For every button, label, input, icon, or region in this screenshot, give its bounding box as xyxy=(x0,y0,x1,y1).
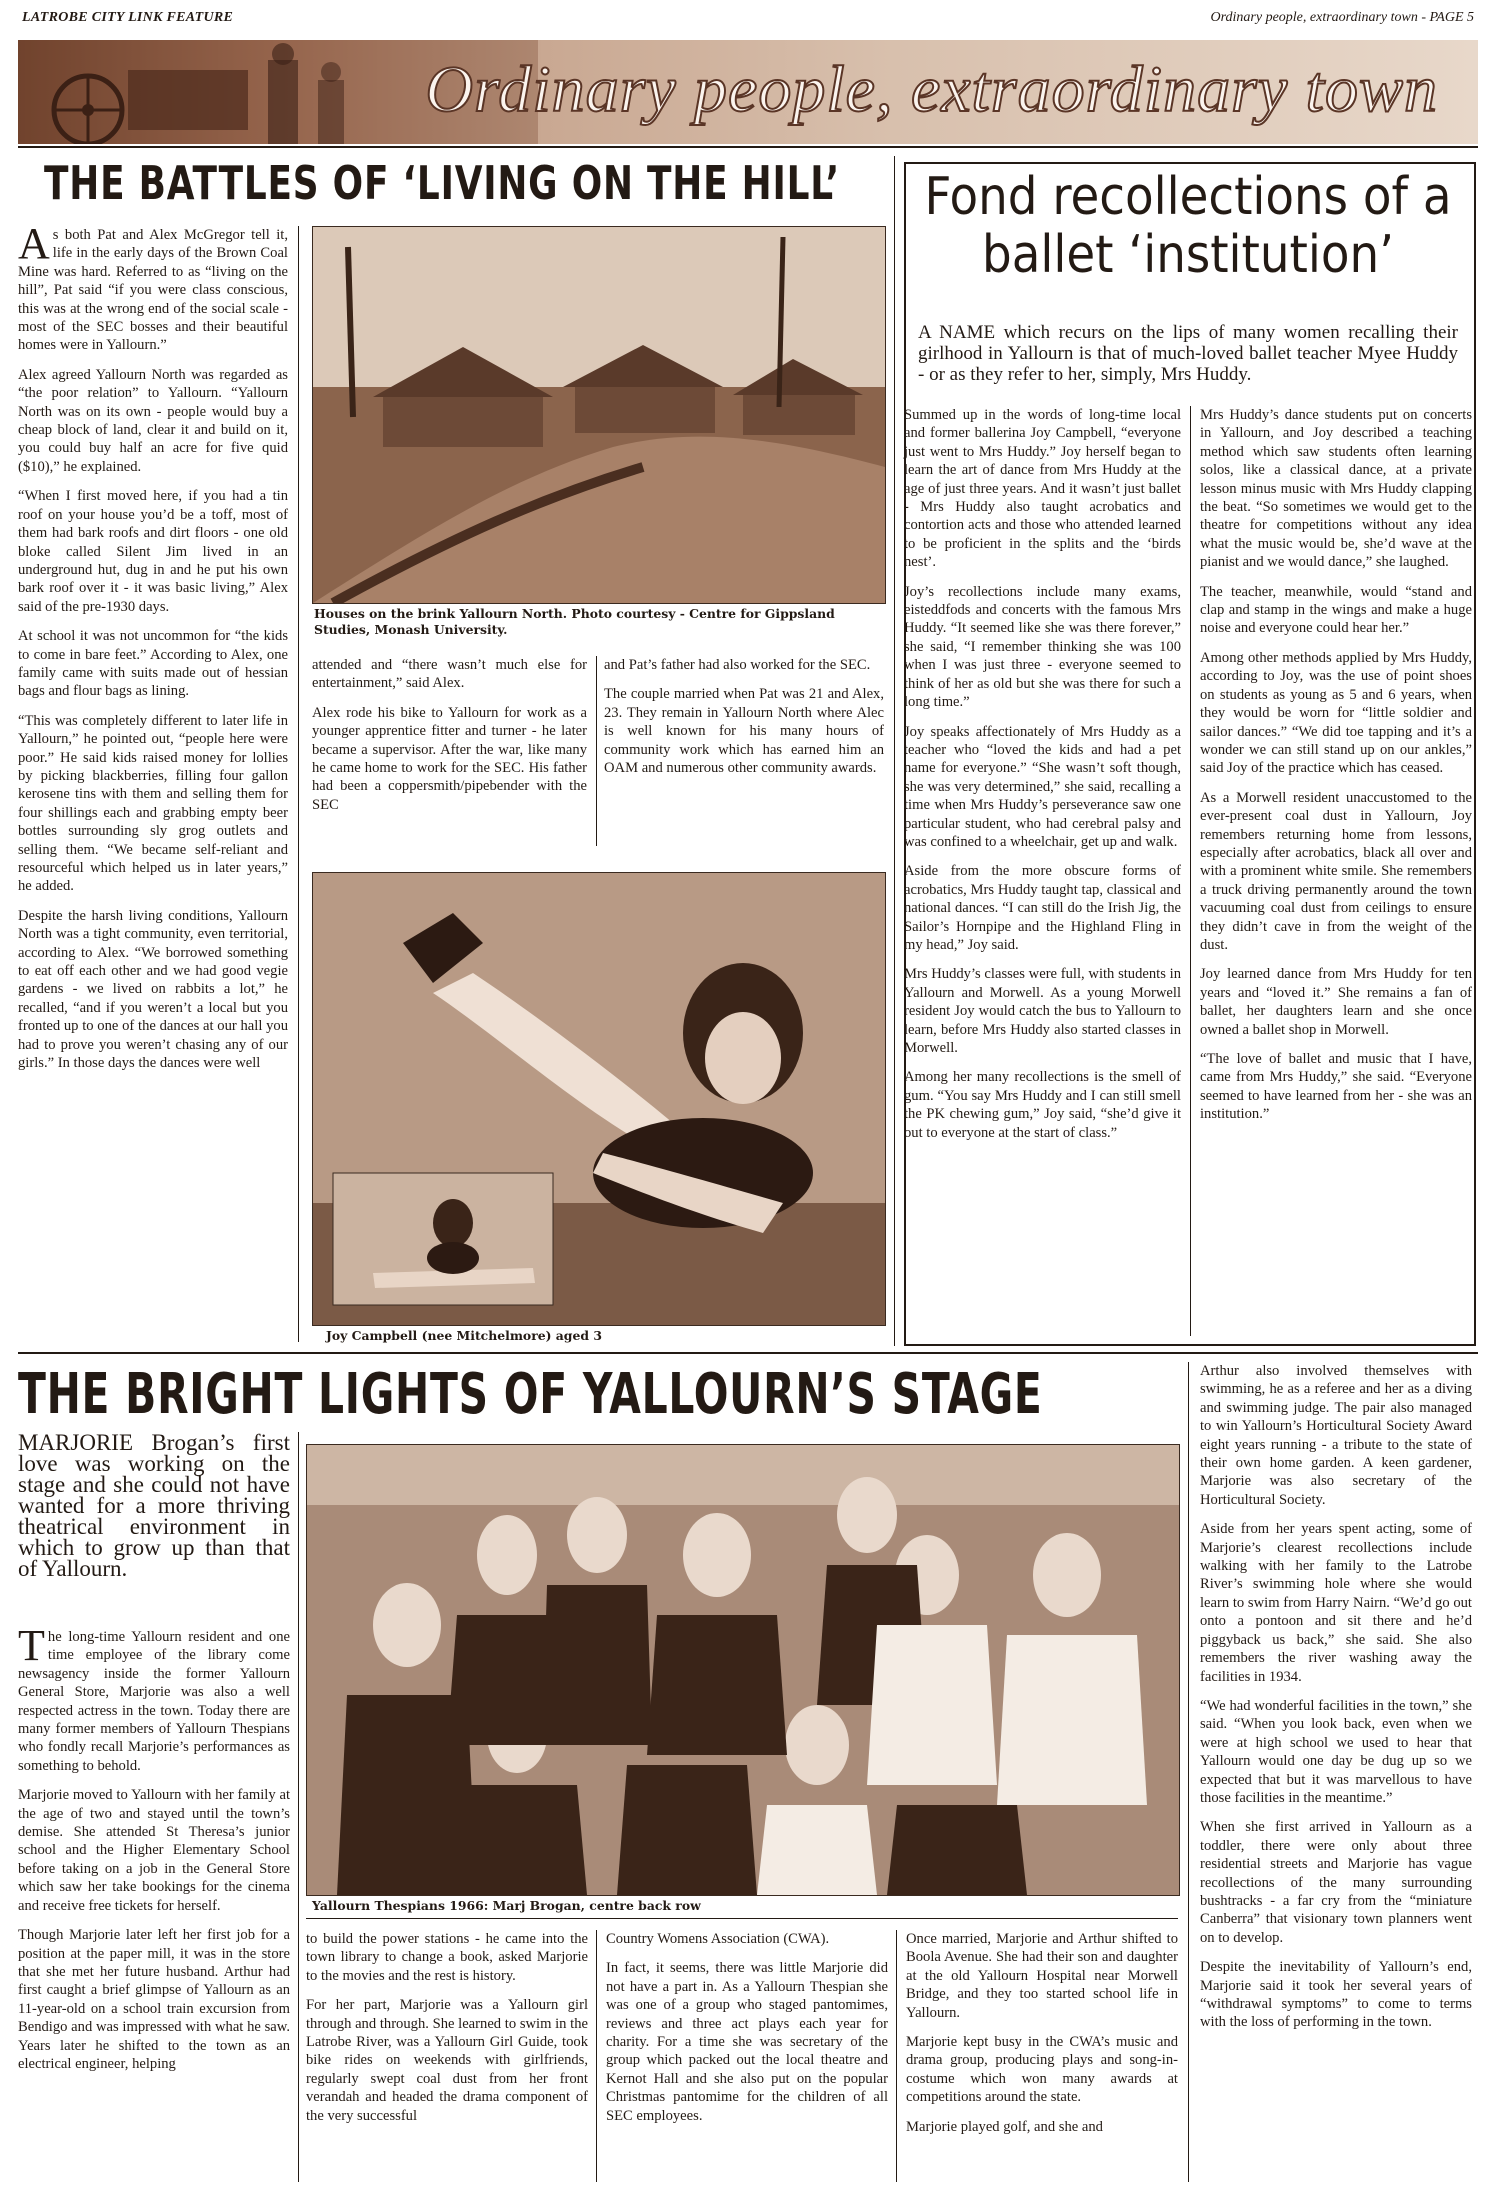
story3-column-1 xyxy=(18,1621,290,2084)
paragraph: Marjorie kept busy in the CWA’s music and drama group, producing plays and song-in-costume which won many awards at competitions around the state. xyxy=(906,2034,1178,2106)
paragraph: Joy’s recollections include many exams, eisteddfods and concerts with the famous Mrs Huddy. “It seemed like she was there forever,” she said, “I remember thinking she was 100 when I was just three - everyone seemed to think of her as old but she was there for such a long time.” xyxy=(904,583,1181,711)
story3-column-5 xyxy=(1200,1362,1472,2043)
photo-rule xyxy=(306,1918,1178,1919)
column-rule xyxy=(596,656,597,846)
paragraph: Mrs Huddy’s dance students put on concerts in Yallourn, and Joy described a teaching method which saw students often learning solos, like a classical dance, at a private lesson minus music with Mrs Huddy clapping the beat. “So sometimes we would get to the theatre for competitions without any idea what the music would be, she’d wave at the pianist and we would dance,” she laughed. xyxy=(1200,407,1472,571)
paragraph: Summed up in the words of long-time local and former ballerina Joy Campbell, “everyone just went to Mrs Huddy.” Joy herself began to learn the art of dance from Mrs Huddy at the age of just three years. And it wasn’t just ballet - Mrs Huddy also taught acrobatics and contortion acts and those who attended learned to be proficient in the splits and the ‘birds nest’. xyxy=(904,407,1181,571)
photo-houses-yallourn-north xyxy=(312,226,886,604)
paragraph: “This was completely different to later life in Yallourn,” he pointed out, “people here were poor.” He said kids raised money for lollies by picking blackberries, filling four gallon kerosene tins with them and selling them for four shillings each and grabbing empty beer bottles surrounding sly grog outlets and selling them. “We became self-reliant and resourceful which helped us in later years,” he added. xyxy=(18,712,288,895)
photo-joy-campbell xyxy=(312,872,886,1326)
paragraph: Marjorie moved to Yallourn with her family at the age of two and stayed until the town’s demise. She attended St Theresa’s junior school and the Higher Elementary School before taking on a job in the General Store which saw her take bookings for the cinema and receive free tickets for herself. xyxy=(18,1787,290,1914)
story3-headline: THE BRIGHT LIGHTS OF YALLOURN’S STAGE xyxy=(18,1362,1043,1427)
paragraph: Alex agreed Yallourn North was regarded as “the poor relation” to Yallourn. “Yallourn North was on its own - people would buy a cheap block of land, clear it and build on it, you could buy half an acre for five quid ($10),” he explained. xyxy=(18,366,288,475)
caption-joy: Joy Campbell (nee Mitchelmore) aged 3 xyxy=(326,1328,602,1343)
story-divider xyxy=(894,156,895,1346)
paragraph: As a Morwell resident unaccustomed to the ever-present coal dust in Yallourn, Joy remembers returning home from lessons, especially after acrobatics, black all over and with a prominent white smile. She remembers a truck driving permanently around the town vacuuming coal dust from ceilings to ensure they didn’t cave in from the weight of the dust. xyxy=(1200,789,1472,953)
column-rule xyxy=(896,1930,897,2182)
column-rule xyxy=(596,1930,597,2182)
paragraph: Country Womens Association (CWA). xyxy=(606,1931,830,1947)
column-rule xyxy=(1190,406,1191,1336)
story3-standfirst: MARJORIE Brogan’s first love was working on the stage and she could not have wanted for a more thriving theatrical environment in which to grow up than that of Yallourn. xyxy=(18,1430,290,1581)
paragraph: Aside from the more obscure forms of acrobatics, Mrs Huddy taught tap, classical and national dances. “I can still do the Irish Jig, the Sailor’s Hornpipe and the Highland Fling in my head,” Joy said. xyxy=(904,863,1181,953)
paragraph: and Pat’s father had also worked for the SEC. xyxy=(604,657,871,673)
photo-yallourn-thespians xyxy=(306,1444,1180,1896)
houses-photo xyxy=(313,227,885,603)
section-label: LATROBE CITY LINK FEATURE xyxy=(22,10,234,25)
caption-thespians: Yallourn Thespians 1966: Marj Brogan, centre back row xyxy=(312,1898,701,1913)
story3-column-3 xyxy=(606,1930,888,2136)
story1-column-1 xyxy=(18,219,288,1083)
paragraph: The teacher, meanwhile, would “stand and clap and stamp in the wings and make a huge noise and everyone could hear her.” xyxy=(1200,583,1472,637)
story2-column-1 xyxy=(904,406,1181,1153)
section-rule xyxy=(18,1352,1478,1354)
paragraph: Mrs Huddy’s classes were full, with students in Yallourn and Morwell. As a young Morwell resident Joy would catch the bus to Yallourn to learn, before Mrs Huddy also started classes in Morwell. xyxy=(904,966,1181,1056)
paragraph: Once married, Marjorie and Arthur shifted to Boola Avenue. She had their son and daughter at the old Yallourn Hospital near Morwell Bridge, and they too started school life in Yallourn. xyxy=(906,1931,1178,2021)
paragraph: Aside from her years spent acting, some of Marjorie’s clearest recollections include walking with her family to the Latrobe River’s swimming hole where she would learn to swim from Harry Nairn. “We’d go out onto a pontoon and sit there and he’d piggyback us back,” she said. She also remembers the river washing away the facilities in 1934. xyxy=(1200,1521,1472,1685)
paragraph: Among other methods applied by Mrs Huddy, according to Joy, was the use of point shoes on students as young as 5 and 6 years, when they would be worn for “little soldier and sailor dances.” “We did toe tapping and it’s a wonder we can still stand up on our ankles,” said Joy of the practice which has ceased. xyxy=(1200,649,1472,777)
paragraph: In fact, it seems, there was little Marjorie did not have a part in. As a Yallourn Thespian she was one of a group who staged pantomimes, reviews and three act plays each year for charity. For a time she was secretary of the group which packed out the local theatre and Kernot Hall and she also put on the popular Christmas pantomime for the children of all SEC employees. xyxy=(606,1960,888,2124)
paragraph: Joy learned dance from Mrs Huddy for ten years and “loved it.” She remains a fan of ballet, her daughters learn and she once owned a ballet shop in Morwell. xyxy=(1200,966,1472,1038)
paragraph: “We had wonderful facilities in the town,” she said. “When you look back, even when we were at high school we used to hear that Yallourn would one day be dug up so we expected that but it was marvellous to have those facilities in the meantime.” xyxy=(1200,1697,1472,1806)
column-rule xyxy=(298,226,299,1342)
masthead-rule xyxy=(18,146,1478,148)
paragraph: Joy speaks affectionately of Mrs Huddy as a teacher who “loved the kids and had a pet name for everyone.” “She wasn’t soft though, she was very determined,” she said, recalling a time when Mrs Huddy’s perseverance saw one particular student, who had cerebral palsy and was confined to a wheelchair, get up and walk. xyxy=(904,723,1181,850)
story1-column-3 xyxy=(604,656,884,788)
paragraph: attended and “there wasn’t much else for entertainment,” said Alex. xyxy=(312,657,587,692)
page-folio: Ordinary people, extraordinary town - PAGE 5 xyxy=(1210,10,1474,25)
paragraph: “The love of ballet and music that I have, came from Mrs Huddy,” she said. “Everyone seemed to have learned from her - she was an institution.” xyxy=(1200,1051,1472,1123)
column-rule xyxy=(1188,1362,1189,2182)
paragraph: Despite the inevitability of Yallourn’s end, Marjorie said it took her several years of “withdrawal symptoms” to come to terms with the loss of performing in the town. xyxy=(1200,1959,1472,2031)
paragraph: For her part, Marjorie was a Yallourn girl through and through. She learned to swim in the Latrobe River, was a Yallourn Girl Guide, took bike rides on weekends with girlfriends, regularly swept coal dust from her front verandah and headed the drama component of the very successful xyxy=(306,1997,588,2124)
masthead-banner xyxy=(18,40,1478,144)
paragraph: Arthur also involved themselves with swimming, he as a referee and her as a diving and swimming judge. The pair also managed to win Yallourn’s Horticultural Society Award eight years running - a tribute to the state of their own home garden. A keen gardener, Marjorie was also secretary of the Horticultural Society. xyxy=(1200,1363,1472,1508)
ballet-photo xyxy=(313,873,885,1325)
column-rule xyxy=(298,1432,299,2182)
paragraph: At school it was not uncommon for “the kids to come in bare feet.” According to Alex, one family came with suits made out of hessian bags and flour bags as lining. xyxy=(18,628,288,700)
paragraph: Despite the harsh living conditions, Yallourn North was a tight community, even territorial, according to Alex. “We borrowed something to eat off each other and we had good vegie gardens - we lived on rabbits a lot,” he recalled, “and if you weren’t a local but you fronted up to one of the dances at our hall you had to prove you weren’t chasing any of our girls.” In those days the dances were well xyxy=(18,907,288,1072)
story3-column-4 xyxy=(906,1930,1178,2147)
caption-houses: Houses on the brink Yallourn North. Photo courtesy - Centre for Gippsland Studies, Monash University. xyxy=(314,606,835,637)
story1-headline: THE BATTLES OF ‘LIVING ON THE HILL’ xyxy=(44,156,841,210)
story2-column-2 xyxy=(1200,406,1472,1135)
paragraph: The long-time Yallourn resident and one time employee of the library come newsagency inside the former Yallourn General Store, Marjorie was also a well respected actress in the town. Today there are many former members of Yallourn Thespians who fondly recall Marjorie’s performances as something to behold. xyxy=(18,1621,290,1774)
paragraph: The couple married when Pat was 21 and Alex, 23. They remain in Yallourn North where Alec is well known for his many hours of community work which has earned him an OAM and numerous other community awards. xyxy=(604,686,884,777)
story2-headline: Fond recollections of a ballet ‘institution’ xyxy=(924,167,1452,285)
paragraph: “When I first moved here, if you had a tin roof on your house you’d be a toff, most of them had bark roofs and dirt floors - one old bloke called Silent Jim lived in an underground hut, dug in and he put his own bark roof over it - it was basic living,” Alex said of the pre-1930 days. xyxy=(18,488,288,615)
paragraph: Among her many recollections is the smell of gum. “You say Mrs Huddy and I can still smell the PK chewing gum,” Joy said, “she’d give it out to everyone at the start of class.” xyxy=(904,1069,1181,1141)
paragraph: Marjorie played golf, and she and xyxy=(906,2118,1103,2135)
story1-column-2 xyxy=(312,656,587,825)
paragraph: to build the power stations - he came into the town library to change a book, asked Marjorie to the movies and the rest is history. xyxy=(306,1931,588,1984)
paragraph: Alex rode his bike to Yallourn for work as a younger apprentice fitter and turner - he later became a supervisor. After the war, like many he came home to work for the SEC. His father had been a coppersmith/pipebender with the SEC xyxy=(312,704,587,813)
paragraph: When she first arrived in Yallourn as a toddler, there were only about three residential streets and Marjorie has vague recollections of the many surrounding bushtracks - a far cry from the “miniature Canberra” that visionary town planners went on to develop. xyxy=(1200,1819,1472,1946)
paragraph: Though Marjorie later left her first job for a position at the paper mill, it was in the store that she met her future husband. Arthur had first caught a brief glimpse of Yallourn as an 11-year-old on a school train excursion from Bendigo and was impressed with what he saw. Years later he shifted to the town as an electrical engineer, helping xyxy=(18,1927,290,2072)
banner-title: Ordinary people, extraordinary town xyxy=(425,53,1438,126)
story2-intro: A NAME which recurs on the lips of many women recalling their girlhood in Yallourn is that of much-loved ballet teacher Myee Huddy - or as they refer to her, simply, Mrs Huddy. xyxy=(918,322,1458,385)
story3-column-2 xyxy=(306,1930,588,2136)
thespians-photo xyxy=(307,1445,1179,1895)
paragraph: As both Pat and Alex McGregor tell it, life in the early days of the Brown Coal Mine was hard. Referred to as “living on the hill”, Pat said “if you were class conscious, this was at the wrong end of the social scale - most of the SEC bosses and their beautiful homes were in Yallourn.” xyxy=(18,219,288,354)
